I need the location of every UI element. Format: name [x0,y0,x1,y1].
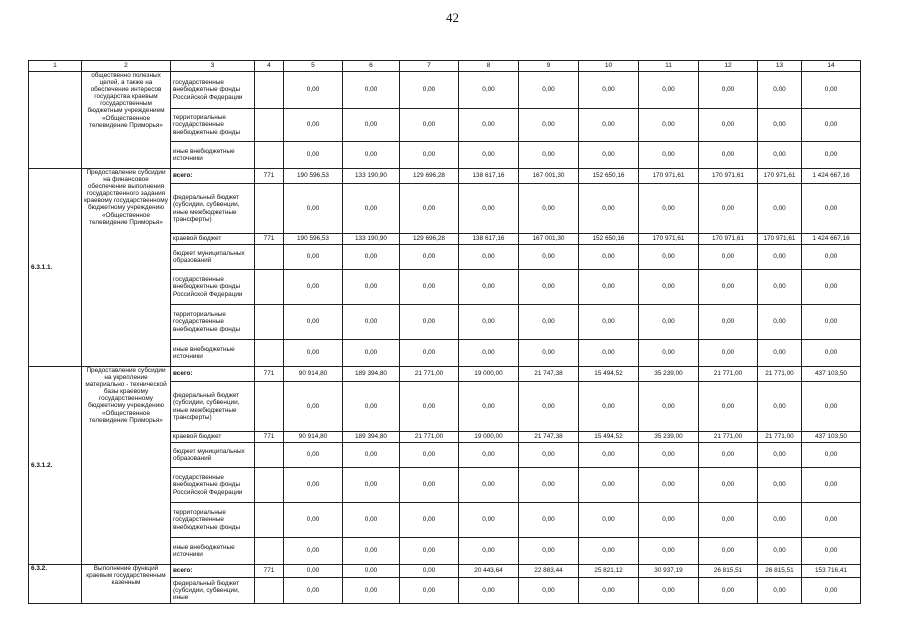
table-row [29,565,861,578]
section-title: общественно полезных целей, а также на обеспечение интересов государства краевым государственным бюджетным учреждением «Общественное телевидение Приморья» [82,72,171,169]
amount-cell: 0,00 [284,245,343,270]
amount-cell: 170 971,61 [758,169,802,184]
funding-source: федеральный бюджет (субсидии, субвенции, иные межбюджетные трансферты) [171,184,255,234]
amount-cell: 190 596,53 [284,234,343,245]
amount-cell: 0,00 [802,468,861,503]
amount-cell: 0,00 [519,245,579,270]
amount-cell: 0,00 [639,340,699,367]
funding-source: федеральный бюджет (субсидии, субвенции, иные [171,578,255,604]
amount-cell: 0,00 [802,142,861,169]
amount-cell: 0,00 [284,340,343,367]
amount-cell: 0,00 [802,109,861,142]
amount-cell: 0,00 [579,382,639,432]
funding-source: всего: [171,367,255,382]
amount-cell: 0,00 [343,565,400,578]
amount-cell: 0,00 [758,443,802,468]
amount-cell: 0,00 [400,538,459,565]
amount-cell: 0,00 [519,109,579,142]
amount-cell: 19 000,00 [459,367,519,382]
amount-cell: 15 494,52 [579,432,639,443]
amount-cell: 0,00 [284,443,343,468]
amount-cell: 0,00 [400,270,459,305]
amount-cell: 0,00 [284,305,343,340]
amount-cell: 129 696,28 [400,169,459,184]
amount-cell: 0,00 [758,184,802,234]
amount-cell: 0,00 [639,443,699,468]
amount-cell: 19 000,00 [459,432,519,443]
amount-cell: 170 971,61 [758,234,802,245]
amount-cell: 21 771,00 [699,367,758,382]
amount-cell: 15 494,52 [579,367,639,382]
amount-cell: 0,00 [400,382,459,432]
amount-cell: 0,00 [519,72,579,109]
amount-cell: 152 650,16 [579,234,639,245]
funding-source: территориальные государственные внебюджетные фонды [171,305,255,340]
budget-code: 771 [255,565,284,578]
amount-cell: 0,00 [459,443,519,468]
amount-cell: 0,00 [758,270,802,305]
amount-cell: 0,00 [400,578,459,604]
funding-source: иные внебюджетные источники [171,340,255,367]
amount-cell: 0,00 [519,538,579,565]
funding-source: федеральный бюджет (субсидии, субвенции, иные межбюджетные трансферты) [171,382,255,432]
funding-source: бюджет муниципальных образований [171,245,255,270]
section-id: 6.3.2. [29,565,82,604]
amount-cell: 0,00 [639,468,699,503]
amount-cell: 0,00 [802,503,861,538]
funding-source: всего: [171,169,255,184]
amount-cell: 0,00 [400,468,459,503]
amount-cell: 170 971,61 [639,234,699,245]
amount-cell: 0,00 [459,578,519,604]
amount-cell: 0,00 [343,538,400,565]
budget-code: 771 [255,432,284,443]
amount-cell: 0,00 [343,382,400,432]
funding-source: государственные внебюджетные фонды Российской Федерации [171,72,255,109]
amount-cell: 35 239,00 [639,432,699,443]
amount-cell: 0,00 [579,578,639,604]
amount-cell: 0,00 [284,538,343,565]
amount-cell: 0,00 [579,305,639,340]
amount-cell: 26 815,51 [758,565,802,578]
funding-source: иные внебюджетные источники [171,538,255,565]
table-row [29,367,861,382]
col-header: 13 [758,61,802,72]
amount-cell: 21 747,38 [519,367,579,382]
amount-cell: 0,00 [699,382,758,432]
amount-cell: 30 937,19 [639,565,699,578]
amount-cell: 0,00 [699,184,758,234]
amount-cell: 0,00 [579,503,639,538]
amount-cell: 0,00 [284,184,343,234]
amount-cell: 0,00 [343,305,400,340]
amount-cell: 0,00 [802,245,861,270]
amount-cell: 0,00 [459,468,519,503]
table-row [29,169,861,184]
col-header: 14 [802,61,861,72]
amount-cell: 0,00 [459,503,519,538]
table-row [29,72,861,109]
amount-cell: 0,00 [579,270,639,305]
section-title: Предоставление субсидии на укрепление материально - технической базы краевому государственному бюджетному учреждению «Общественное телевидение Приморья» [82,367,171,565]
amount-cell: 35 239,00 [639,367,699,382]
amount-cell: 0,00 [400,245,459,270]
amount-cell: 189 394,80 [343,432,400,443]
amount-cell: 0,00 [343,468,400,503]
amount-cell: 0,00 [802,184,861,234]
amount-cell: 0,00 [459,142,519,169]
amount-cell: 0,00 [459,305,519,340]
amount-cell: 0,00 [699,142,758,169]
amount-cell: 0,00 [699,443,758,468]
funding-source: территориальные государственные внебюджетные фонды [171,503,255,538]
amount-cell: 129 696,28 [400,234,459,245]
amount-cell: 0,00 [519,270,579,305]
amount-cell: 0,00 [802,382,861,432]
budget-table [28,60,861,604]
col-header: 6 [343,61,400,72]
amount-cell: 0,00 [343,245,400,270]
amount-cell: 0,00 [758,578,802,604]
col-header: 11 [639,61,699,72]
amount-cell: 0,00 [699,503,758,538]
amount-cell: 0,00 [758,305,802,340]
amount-cell: 0,00 [459,109,519,142]
amount-cell: 0,00 [699,305,758,340]
amount-cell: 0,00 [519,184,579,234]
amount-cell: 0,00 [400,305,459,340]
amount-cell: 0,00 [579,184,639,234]
amount-cell: 0,00 [400,443,459,468]
amount-cell: 0,00 [579,109,639,142]
amount-cell: 0,00 [459,538,519,565]
amount-cell: 0,00 [284,468,343,503]
funding-source: территориальные государственные внебюджетные фонды [171,109,255,142]
amount-cell: 0,00 [343,109,400,142]
amount-cell: 0,00 [579,468,639,503]
amount-cell: 0,00 [459,184,519,234]
amount-cell: 0,00 [519,443,579,468]
amount-cell: 0,00 [802,340,861,367]
amount-cell: 0,00 [579,538,639,565]
amount-cell: 138 617,16 [459,169,519,184]
amount-cell: 133 190,90 [343,169,400,184]
amount-cell: 21 771,00 [758,367,802,382]
amount-cell: 0,00 [639,305,699,340]
amount-cell: 21 771,00 [699,432,758,443]
section-title: Выполнение функций краевым государственным казенным [82,565,171,604]
funding-source: иные внебюджетные источники [171,142,255,169]
amount-cell: 0,00 [699,109,758,142]
funding-source: государственные внебюджетные фонды Российской Федерации [171,468,255,503]
amount-cell: 1 424 667,16 [802,234,861,245]
col-header: 1 [29,61,82,72]
amount-cell: 0,00 [699,270,758,305]
budget-code [255,503,284,538]
amount-cell: 0,00 [459,340,519,367]
amount-cell: 0,00 [579,340,639,367]
amount-cell: 21 771,00 [400,367,459,382]
budget-code [255,184,284,234]
amount-cell: 0,00 [284,109,343,142]
amount-cell: 190 596,53 [284,169,343,184]
amount-cell: 0,00 [802,538,861,565]
amount-cell: 133 190,90 [343,234,400,245]
amount-cell: 0,00 [343,270,400,305]
amount-cell: 0,00 [459,245,519,270]
col-header: 5 [284,61,343,72]
amount-cell: 0,00 [400,109,459,142]
col-header: 10 [579,61,639,72]
amount-cell: 0,00 [284,503,343,538]
col-header: 3 [171,61,255,72]
amount-cell: 0,00 [579,142,639,169]
amount-cell: 0,00 [699,578,758,604]
amount-cell: 1 424 667,16 [802,169,861,184]
budget-code [255,382,284,432]
amount-cell: 0,00 [284,142,343,169]
amount-cell: 0,00 [343,443,400,468]
amount-cell: 25 821,12 [579,565,639,578]
header-row [29,61,861,72]
amount-cell: 0,00 [284,72,343,109]
amount-cell: 0,00 [699,468,758,503]
amount-cell: 0,00 [802,443,861,468]
amount-cell: 0,00 [639,245,699,270]
amount-cell: 0,00 [639,382,699,432]
amount-cell: 0,00 [639,503,699,538]
section-id: 6.3.1.1. [29,169,82,367]
budget-code [255,578,284,604]
amount-cell: 0,00 [519,382,579,432]
col-header: 12 [699,61,758,72]
amount-cell: 20 443,64 [459,565,519,578]
amount-cell: 152 650,16 [579,169,639,184]
amount-cell: 0,00 [519,468,579,503]
amount-cell: 0,00 [519,142,579,169]
amount-cell: 0,00 [459,72,519,109]
amount-cell: 0,00 [400,340,459,367]
amount-cell: 167 001,30 [519,169,579,184]
amount-cell: 0,00 [639,270,699,305]
amount-cell: 437 103,50 [802,367,861,382]
amount-cell: 0,00 [699,340,758,367]
amount-cell: 0,00 [802,72,861,109]
budget-code [255,72,284,109]
amount-cell: 0,00 [802,305,861,340]
budget-code [255,270,284,305]
amount-cell: 153 716,41 [802,565,861,578]
budget-code: 771 [255,234,284,245]
amount-cell: 0,00 [758,503,802,538]
amount-cell: 0,00 [639,142,699,169]
amount-cell: 0,00 [343,340,400,367]
amount-cell: 0,00 [284,578,343,604]
amount-cell: 0,00 [758,538,802,565]
amount-cell: 170 971,61 [639,169,699,184]
budget-code [255,245,284,270]
amount-cell: 21 771,00 [400,432,459,443]
amount-cell: 0,00 [459,270,519,305]
budget-code [255,142,284,169]
amount-cell: 0,00 [802,578,861,604]
amount-cell: 0,00 [343,503,400,538]
col-header: 8 [459,61,519,72]
amount-cell: 0,00 [284,565,343,578]
budget-code [255,443,284,468]
amount-cell: 170 971,61 [699,169,758,184]
funding-source: всего: [171,565,255,578]
amount-cell: 0,00 [343,72,400,109]
amount-cell: 21 771,00 [758,432,802,443]
page-number: 42 [446,10,459,25]
budget-code [255,305,284,340]
budget-code [255,468,284,503]
amount-cell: 0,00 [758,109,802,142]
col-header: 2 [82,61,171,72]
amount-cell: 0,00 [699,72,758,109]
amount-cell: 0,00 [400,184,459,234]
col-header: 7 [400,61,459,72]
amount-cell: 0,00 [639,72,699,109]
budget-code [255,340,284,367]
budget-code: 771 [255,169,284,184]
amount-cell: 0,00 [758,340,802,367]
amount-cell: 0,00 [699,245,758,270]
amount-cell: 0,00 [579,245,639,270]
funding-source: краевой бюджет [171,234,255,245]
section-id: 6.3.1.2. [29,367,82,565]
amount-cell: 0,00 [400,565,459,578]
amount-cell: 0,00 [400,142,459,169]
amount-cell: 167 001,30 [519,234,579,245]
amount-cell: 0,00 [639,184,699,234]
amount-cell: 0,00 [519,340,579,367]
amount-cell: 90 914,80 [284,432,343,443]
amount-cell: 437 103,50 [802,432,861,443]
amount-cell: 0,00 [519,305,579,340]
amount-cell: 0,00 [519,503,579,538]
amount-cell: 0,00 [758,468,802,503]
funding-source: краевой бюджет [171,432,255,443]
amount-cell: 0,00 [802,270,861,305]
budget-code [255,538,284,565]
amount-cell: 0,00 [579,72,639,109]
amount-cell: 0,00 [639,109,699,142]
section-title: Предоставление субсидии на финансовое обеспечение выполнения государственного задания краевому государственному бюджетному учреждению «Общественное телевидение Приморья» [82,169,171,367]
funding-source: бюджет муниципальных образований [171,443,255,468]
amount-cell: 0,00 [639,578,699,604]
budget-code [255,109,284,142]
amount-cell: 26 815,51 [699,565,758,578]
amount-cell: 0,00 [758,72,802,109]
section-id [29,72,82,169]
amount-cell: 0,00 [639,538,699,565]
amount-cell: 0,00 [459,382,519,432]
amount-cell: 170 971,61 [699,234,758,245]
amount-cell: 0,00 [579,443,639,468]
amount-cell: 138 617,16 [459,234,519,245]
amount-cell: 0,00 [343,184,400,234]
amount-cell: 189 394,80 [343,367,400,382]
amount-cell: 90 914,80 [284,367,343,382]
amount-cell: 0,00 [400,72,459,109]
amount-cell: 0,00 [284,270,343,305]
amount-cell: 0,00 [284,382,343,432]
amount-cell: 0,00 [758,382,802,432]
amount-cell: 0,00 [758,142,802,169]
amount-cell: 0,00 [343,578,400,604]
budget-code: 771 [255,367,284,382]
funding-source: государственные внебюджетные фонды Российской Федерации [171,270,255,305]
col-header: 4 [255,61,284,72]
amount-cell: 22 883,44 [519,565,579,578]
amount-cell: 21 747,38 [519,432,579,443]
col-header: 9 [519,61,579,72]
amount-cell: 0,00 [400,503,459,538]
amount-cell: 0,00 [519,578,579,604]
amount-cell: 0,00 [343,142,400,169]
amount-cell: 0,00 [699,538,758,565]
amount-cell: 0,00 [758,245,802,270]
